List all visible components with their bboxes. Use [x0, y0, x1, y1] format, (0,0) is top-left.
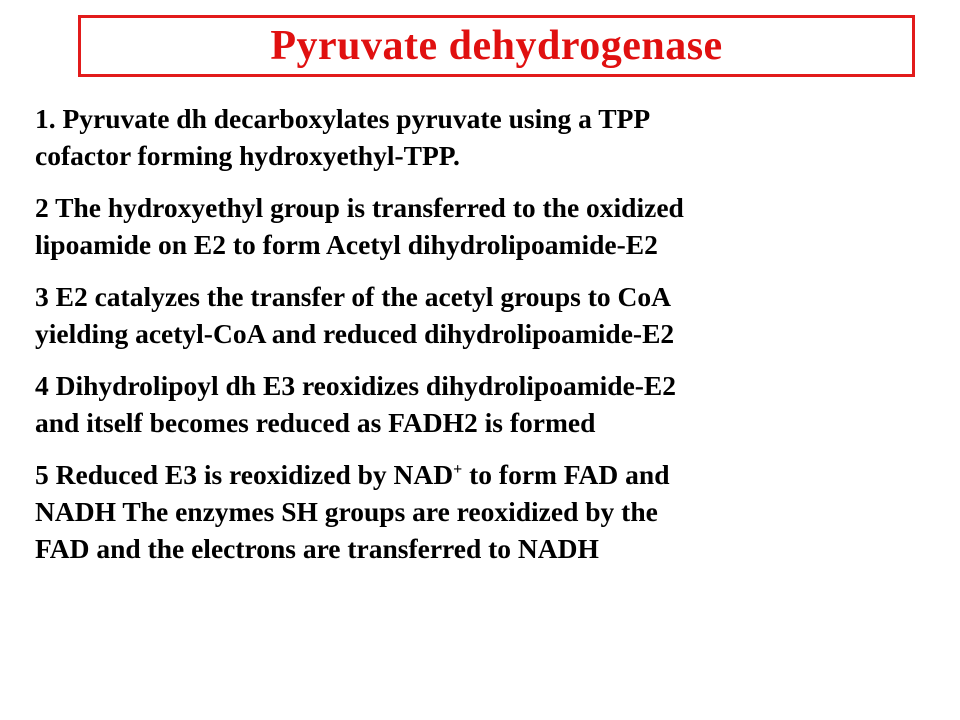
step-3-line-1: 3 E2 catalyzes the transfer of the acetyl groups to CoA [35, 281, 671, 312]
step-4 [35, 367, 935, 441]
step-5-line-1 [35, 456, 935, 493]
title-box [78, 15, 915, 77]
step-5-line-1-text-a: 5 Reduced E3 is reoxidized by NAD [35, 459, 454, 490]
step-5-line-1-text-b: to form FAD and [462, 459, 670, 490]
step-2-line-1: 2 The hydroxyethyl group is transferred to the oxidized [35, 192, 684, 223]
steps-list [35, 100, 935, 582]
step-2 [35, 189, 935, 263]
step-1 [35, 100, 935, 174]
slide-title: Pyruvate dehydrogenase [270, 23, 723, 69]
step-5 [35, 456, 935, 567]
step-1-line-2: cofactor forming hydroxyethyl-TPP. [35, 140, 460, 171]
step-3-line-2: yielding acetyl-CoA and reduced dihydrolipoamide-E2 [35, 318, 675, 349]
step-5-line-2: NADH The enzymes SH groups are reoxidized by the [35, 496, 658, 527]
step-4-line-2: and itself becomes reduced as FADH2 is formed [35, 407, 596, 438]
nad-plus-superscript: + [453, 460, 463, 478]
step-2-line-2: lipoamide on E2 to form Acetyl dihydrolipoamide-E2 [35, 229, 658, 260]
step-4-line-1: 4 Dihydrolipoyl dh E3 reoxidizes dihydrolipoamide-E2 [35, 370, 677, 401]
step-3 [35, 278, 935, 352]
step-1-line-1: 1. Pyruvate dh decarboxylates pyruvate using a TPP [35, 103, 651, 134]
step-5-line-3: FAD and the electrons are transferred to NADH [35, 533, 599, 564]
